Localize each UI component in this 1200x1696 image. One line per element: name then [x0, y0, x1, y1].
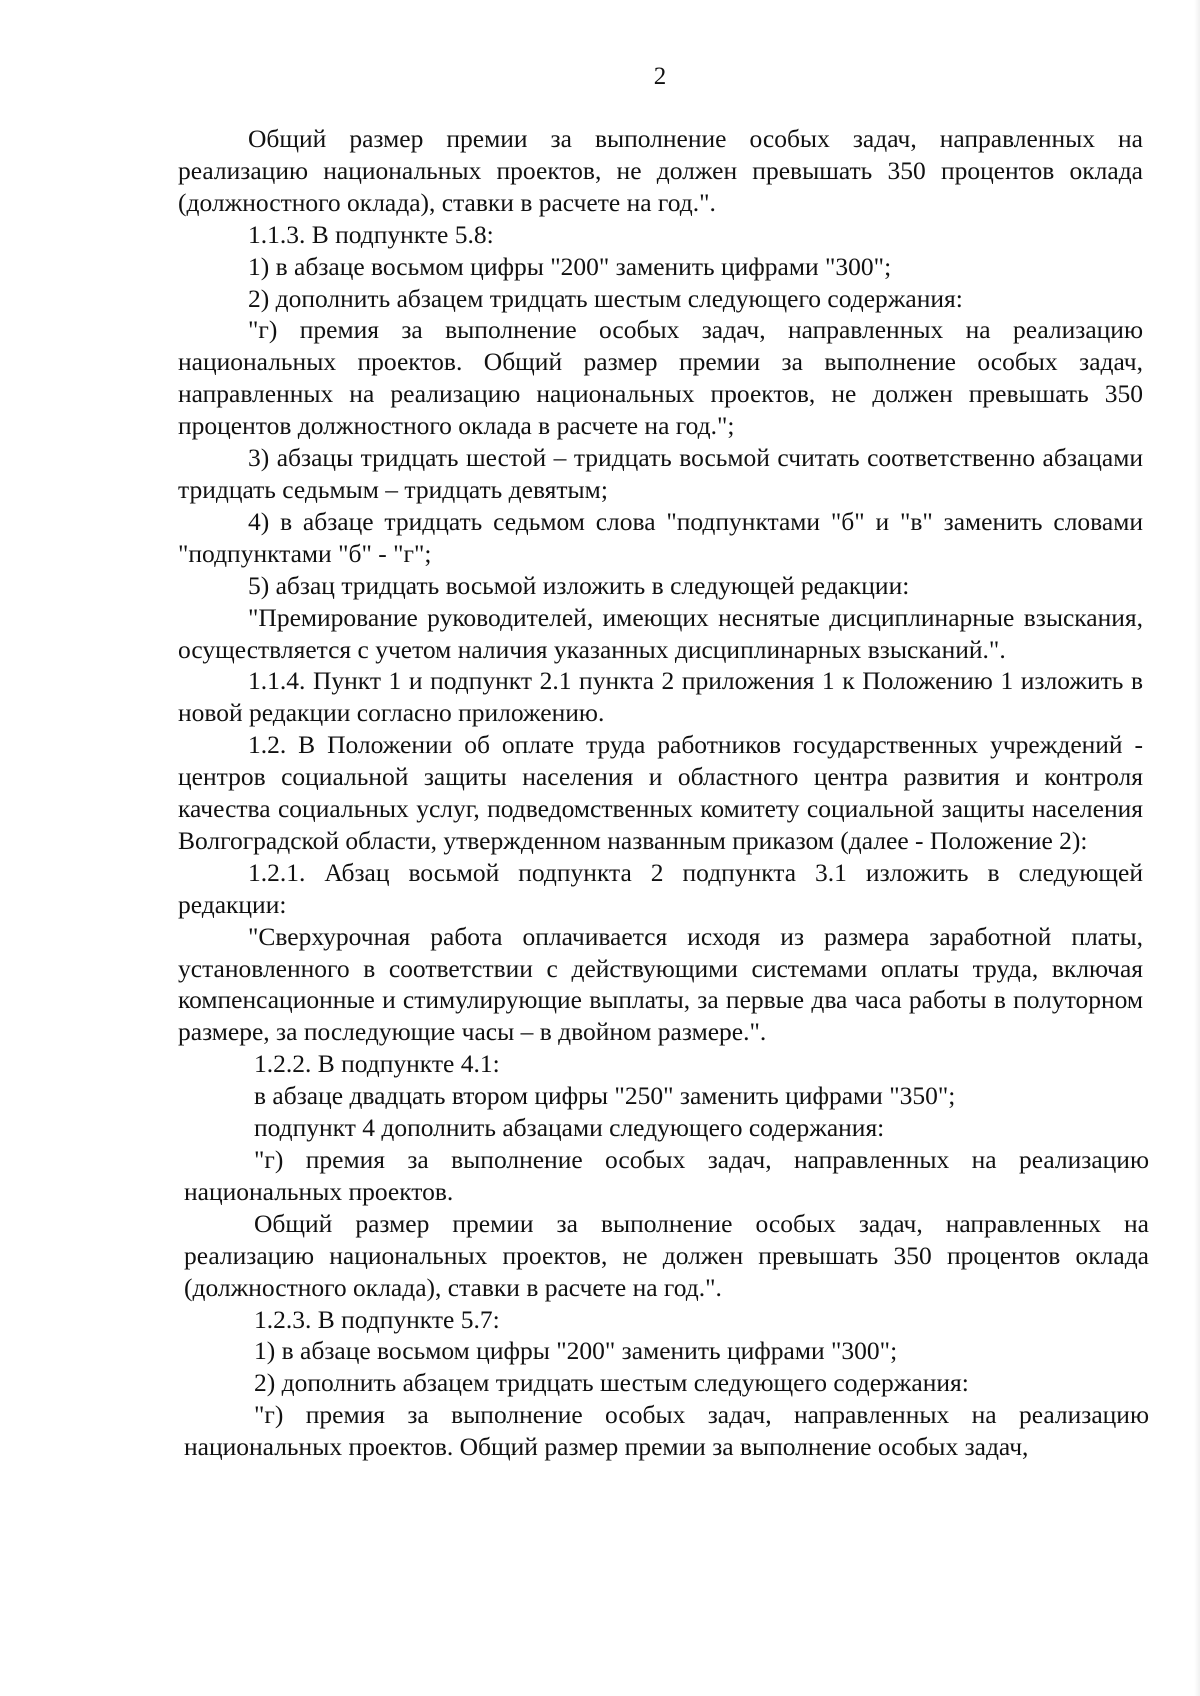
paragraph: "г) премия за выполнение особых задач, направленных на реализацию национальных проектов. Общий размер премии за выполнение особых задач, направленных на реализацию национальных проектов, не должен превышать 350 процентов должностного оклада в расчете на год.";: [178, 315, 1143, 441]
paragraph: 1.2.2. В подпункте 4.1:: [254, 1049, 500, 1079]
paragraph: 5) абзац тридцать восьмой изложить в следующей редакции:: [248, 570, 910, 600]
paragraph: 2) дополнить абзацем тридцать шестым следующего содержания:: [254, 1368, 969, 1398]
paragraph: 3) абзацы тридцать шестой – тридцать восьмой считать соответственно абзацами тридцать седьмым – тридцать девятым;: [178, 443, 1143, 504]
paragraph: подпункт 4 дополнить абзацами следующего содержания:: [254, 1113, 885, 1143]
paragraph: 4) в абзаце тридцать седьмом слова "подпунктами "б" и "в" заменить словами "подпунктами "б" - "г";: [178, 506, 1143, 568]
paragraph: 2) дополнить абзацем тридцать шестым следующего содержания:: [248, 283, 963, 313]
scan-edge-shadow: [1194, 0, 1200, 1696]
paragraph: "Премирование руководителей, имеющих неснятые дисциплинарные взыскания, осуществляется с учетом наличия указанных дисциплинарных взысканий.".: [178, 602, 1143, 664]
paragraph: 1) в абзаце восьмом цифры "200" заменить цифрами "300";: [248, 251, 892, 281]
paragraph: 1) в абзаце восьмом цифры "200" заменить цифрами "300";: [254, 1336, 898, 1366]
paragraph: 1.1.3. В подпункте 5.8:: [248, 219, 494, 249]
document-body: [178, 123, 1149, 1463]
paragraph: 1.2.1. Абзац восьмой подпункта 2 подпункта 3.1 изложить в следующей редакции:: [178, 857, 1143, 919]
paragraph: Общий размер премии за выполнение особых задач, направленных на реализацию национальных проектов, не должен превышать 350 процентов оклада (должностного оклада), ставки в расчете на год.".: [178, 124, 1143, 217]
paragraph: "Сверхурочная работа оплачивается исходя из размера заработной платы, установленного в соответствии с действующими системами оплаты труда, включая компенсационные и стимулирующие выплаты, за первые два часа работы в полуторном размере, за последующие часы – в двойном размере.".: [178, 921, 1143, 1047]
paragraph: "г) премия за выполнение особых задач, направленных на реализацию национальных проектов.: [184, 1145, 1149, 1206]
paragraph: 1.2. В Положении об оплате труда работников государственных учреждений - центров социальной защиты населения и областного центра развития и контроля качества социальных услуг, подведомственных комитету социальной защиты населения Волгоградской области, утвержденном названным приказом (далее - Положение 2):: [178, 730, 1143, 855]
paragraph: 1.2.3. В подпункте 5.7:: [254, 1304, 500, 1334]
paragraph: Общий размер премии за выполнение особых задач, направленных на реализацию национальных проектов, не должен превышать 350 процентов оклада (должностного оклада), ставки в расчете на год.".: [184, 1208, 1149, 1302]
page-number: 2: [653, 63, 667, 90]
paragraph: 1.1.4. Пункт 1 и подпункт 2.1 пункта 2 приложения 1 к Положению 1 изложить в новой редакции согласно приложению.: [178, 666, 1143, 728]
paragraph: "г) премия за выполнение особых задач, направленных на реализацию национальных проектов. Общий размер премии за выполнение особых задач,: [184, 1400, 1149, 1462]
paragraph: в абзаце двадцать втором цифры "250" заменить цифрами "350";: [254, 1081, 956, 1111]
